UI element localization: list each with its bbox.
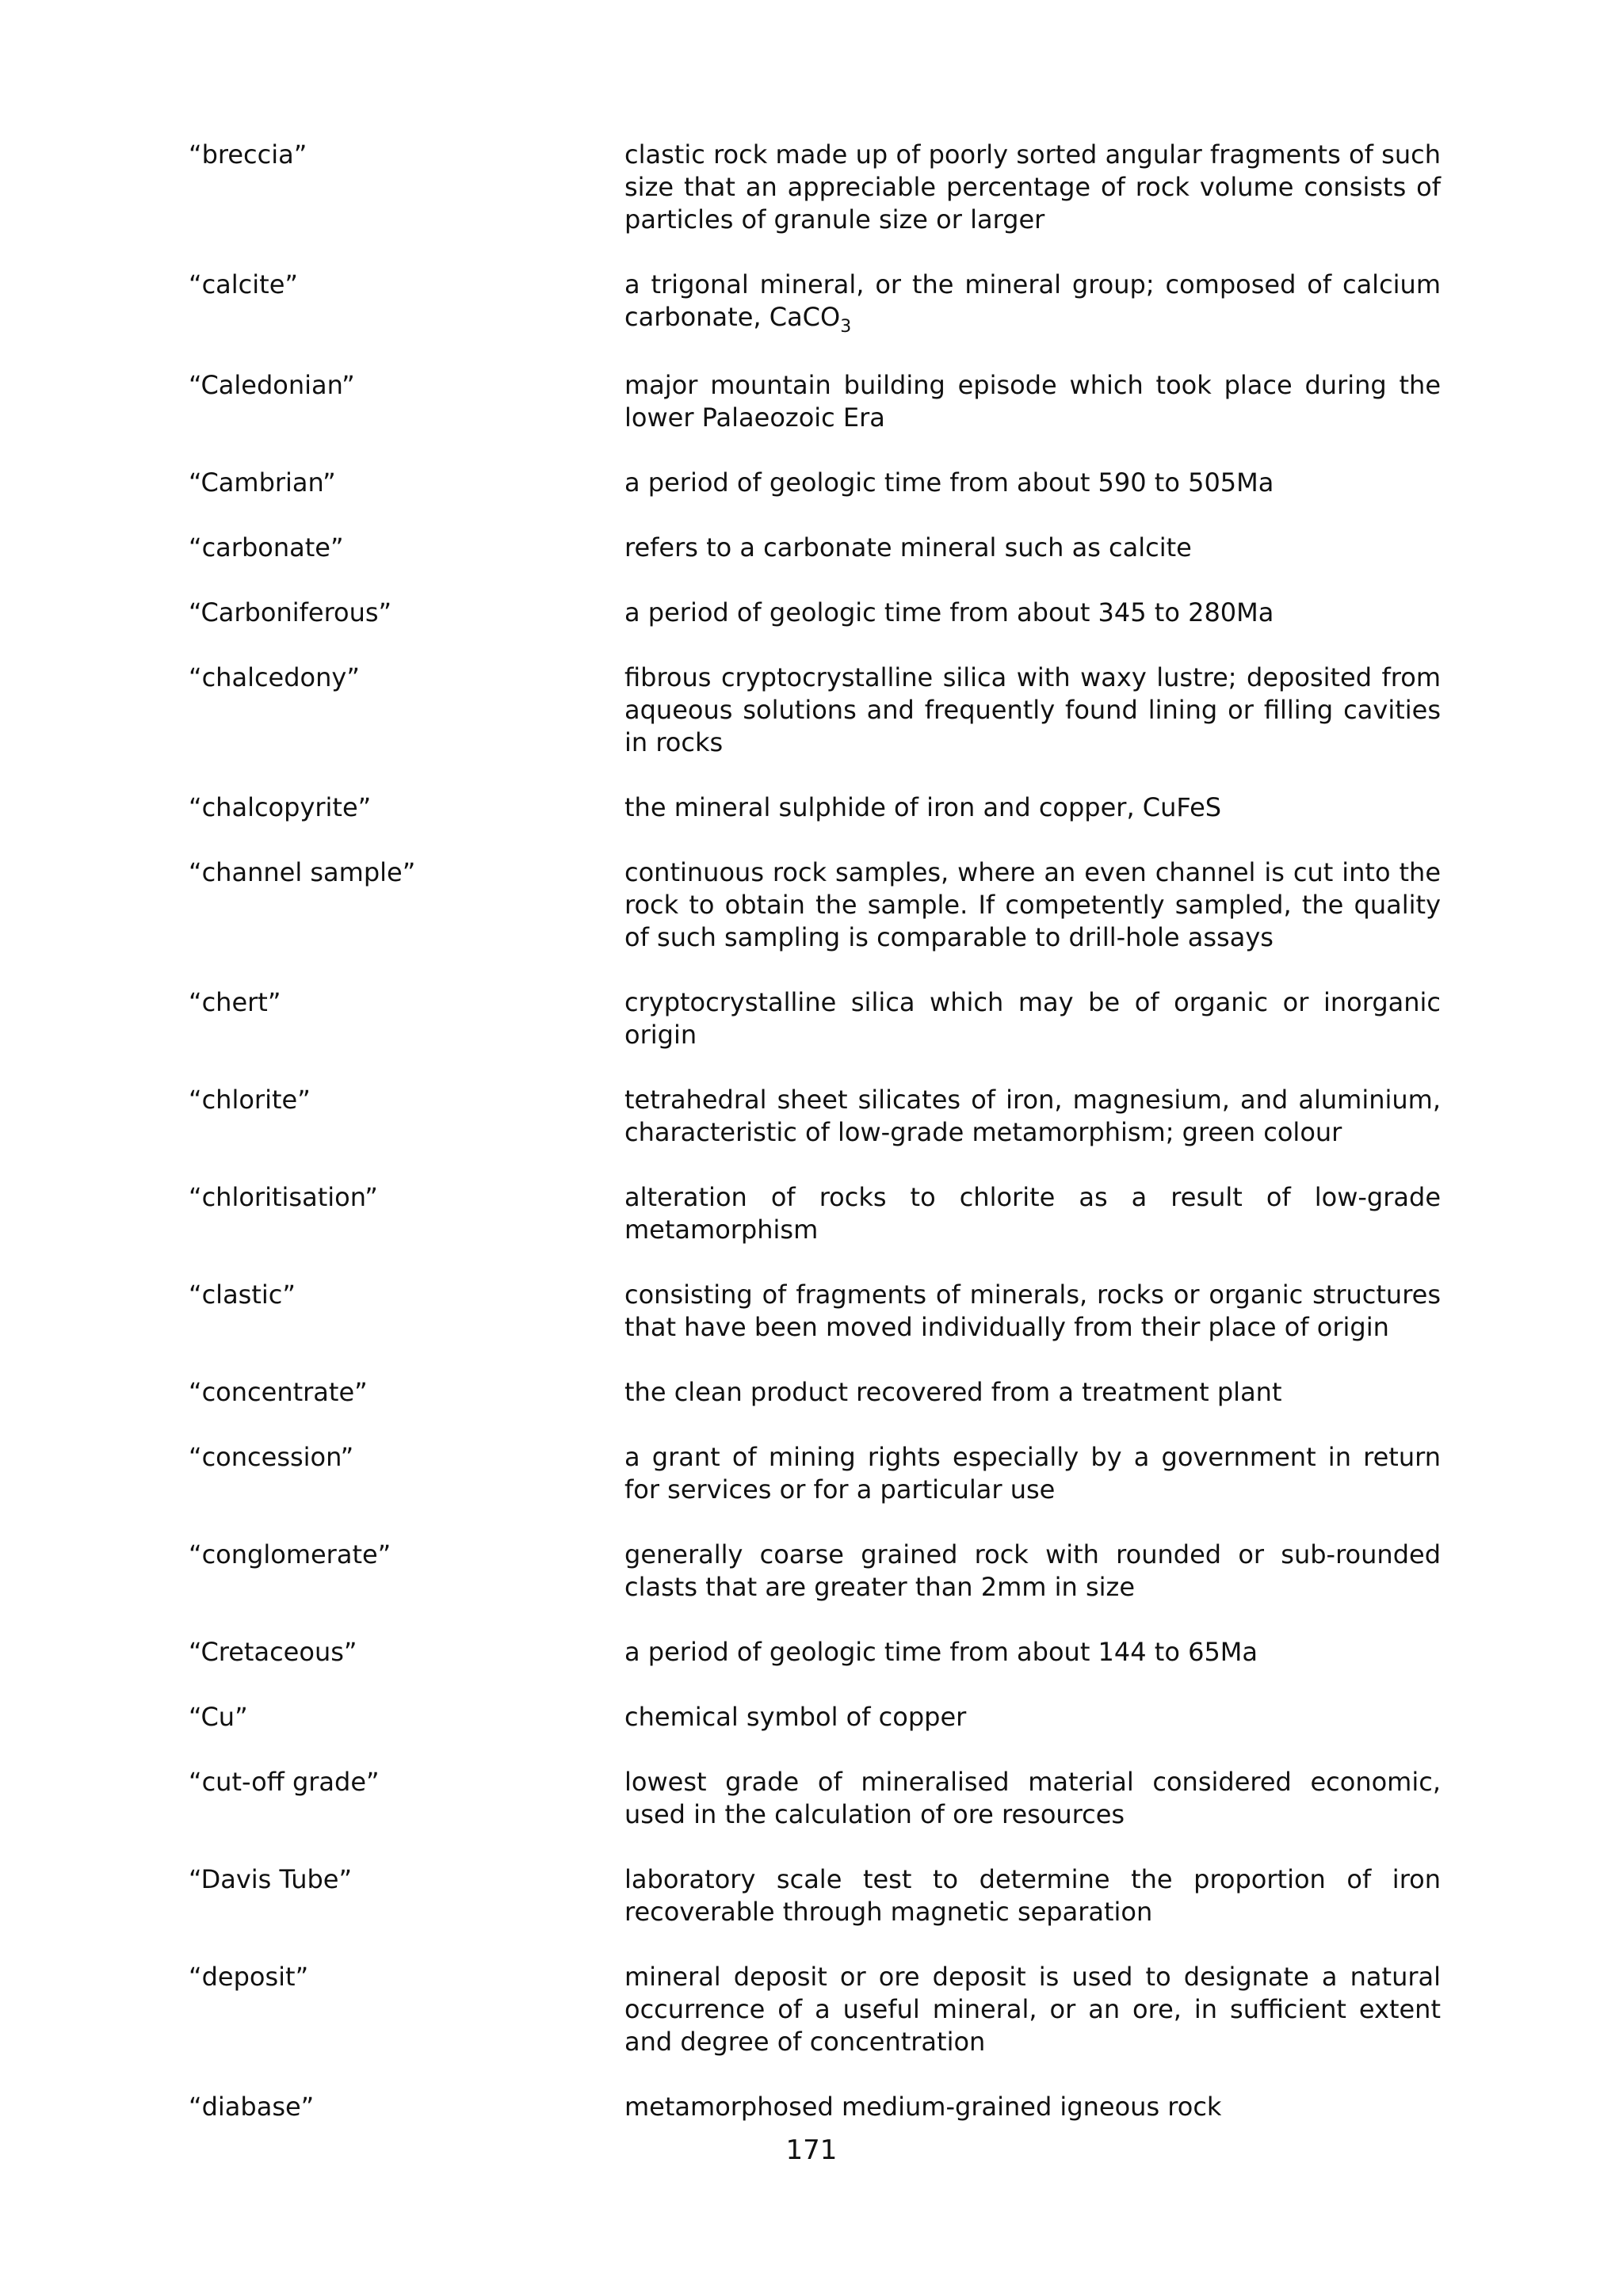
glossary-definition: consisting of fragments of minerals, rocks or organic structures that have been moved individually from their place of origin [624, 1280, 1441, 1342]
glossary-definition: a period of geologic time from about 345 to 280Ma [624, 597, 1274, 627]
glossary-definition: generally coarse grained rock with rounded or sub-rounded clasts that are greater than 2mm in size [624, 1539, 1441, 1602]
glossary-entry [189, 662, 1441, 759]
glossary-term: “chalcedony” [189, 662, 360, 692]
glossary-term: “deposit” [189, 1962, 309, 1992]
glossary-term: “Cretaceous” [189, 1637, 357, 1667]
glossary-term: “carbonate” [189, 532, 344, 563]
glossary-entry [189, 1636, 1441, 1669]
glossary-definition: a period of geologic time from about 144 to 65Ma [624, 1637, 1258, 1667]
glossary-definition: refers to a carbonate mineral such as calcite [624, 532, 1192, 563]
glossary-term: “clastic” [189, 1280, 296, 1310]
subscript: 3 [840, 317, 852, 337]
glossary-definition: fibrous cryptocrystalline silica with waxy lustre; deposited from aqueous solutions and frequently found lining or filling cavities in rocks [624, 662, 1441, 757]
glossary-entry [189, 1279, 1441, 1344]
glossary-term: “chalcopyrite” [189, 792, 372, 822]
glossary-definition: metamorphosed medium-grained igneous rock [624, 2092, 1222, 2122]
glossary-entry [189, 1441, 1441, 1506]
glossary-list [189, 139, 1441, 2123]
glossary-entry [189, 1863, 1441, 1928]
glossary-term: “concession” [189, 1442, 354, 1472]
glossary-entry [189, 369, 1441, 434]
glossary-entry [189, 1084, 1441, 1149]
glossary-term: “Cambrian” [189, 467, 336, 498]
glossary-definition: alteration of rocks to chlorite as a result of low-grade metamorphism [624, 1182, 1441, 1245]
glossary-entry [189, 532, 1441, 564]
glossary-definition: a period of geologic time from about 590 to 505Ma [624, 467, 1274, 498]
glossary-entry [189, 1701, 1441, 1733]
glossary-definition: the mineral sulphide of iron and copper, CuFeS [624, 792, 1222, 822]
glossary-term: “cut-off grade” [189, 1767, 380, 1797]
glossary-entry [189, 269, 1441, 337]
glossary-definition: the clean product recovered from a treatment plant [624, 1377, 1282, 1407]
glossary-definition: a grant of mining rights especially by a government in return for services or for a particular use [624, 1442, 1441, 1505]
glossary-entry [189, 467, 1441, 499]
glossary-definition: tetrahedral sheet silicates of iron, magnesium, and aluminium, characteristic of low-grade metamorphism; green colour [624, 1085, 1441, 1147]
glossary-entry [189, 2091, 1441, 2123]
page-number: 171 [785, 2134, 838, 2166]
glossary-term: “concentrate” [189, 1377, 368, 1407]
glossary-term: “chloritisation” [189, 1182, 378, 1212]
glossary-entry [189, 1181, 1441, 1246]
glossary-entry [189, 1539, 1441, 1604]
glossary-definition: clastic rock made up of poorly sorted angular fragments of such size that an appreciable percentage of rock volume consists of particles of granule size or larger [624, 139, 1441, 235]
glossary-definition: continuous rock samples, where an even channel is cut into the rock to obtain the sample. If competently sampled, the quality of such sampling is comparable to drill-hole assays [624, 857, 1441, 952]
glossary-entry [189, 791, 1441, 824]
glossary-entry [189, 1766, 1441, 1831]
glossary-definition: mineral deposit or ore deposit is used to designate a natural occurrence of a useful mineral, or an ore, in sufficient extent and degree of concentration [624, 1962, 1441, 2057]
glossary-definition: major mountain building episode which took place during the lower Palaeozoic Era [624, 370, 1441, 433]
glossary-entry [189, 986, 1441, 1051]
glossary-definition: chemical symbol of copper [624, 1702, 967, 1732]
glossary-term: “Caledonian” [189, 370, 355, 400]
glossary-term: “Cu” [189, 1702, 248, 1732]
glossary-definition [624, 269, 1441, 337]
glossary-entry [189, 856, 1441, 954]
glossary-term: “Carboniferous” [189, 597, 392, 627]
glossary-entry [189, 597, 1441, 629]
glossary-definition: cryptocrystalline silica which may be of organic or inorganic origin [624, 987, 1441, 1050]
glossary-term: “chert” [189, 987, 281, 1017]
glossary-definition: lowest grade of mineralised material considered economic, used in the calculation of ore resources [624, 1767, 1441, 1829]
glossary-term: “conglomerate” [189, 1539, 391, 1569]
glossary-entry [189, 1376, 1441, 1409]
glossary-definition: laboratory scale test to determine the proportion of iron recoverable through magnetic separation [624, 1864, 1441, 1927]
glossary-term: “chlorite” [189, 1085, 311, 1115]
glossary-entry [189, 139, 1441, 236]
glossary-term: “channel sample” [189, 857, 416, 887]
glossary-term: “diabase” [189, 2092, 315, 2122]
glossary-term: “Davis Tube” [189, 1864, 353, 1894]
glossary-entry [189, 1961, 1441, 2058]
definition-text: a trigonal mineral, or the mineral group; composed of calcium carbonate, CaCO [624, 269, 1441, 332]
glossary-term: “calcite” [189, 269, 298, 299]
glossary-term: “breccia” [189, 139, 307, 170]
